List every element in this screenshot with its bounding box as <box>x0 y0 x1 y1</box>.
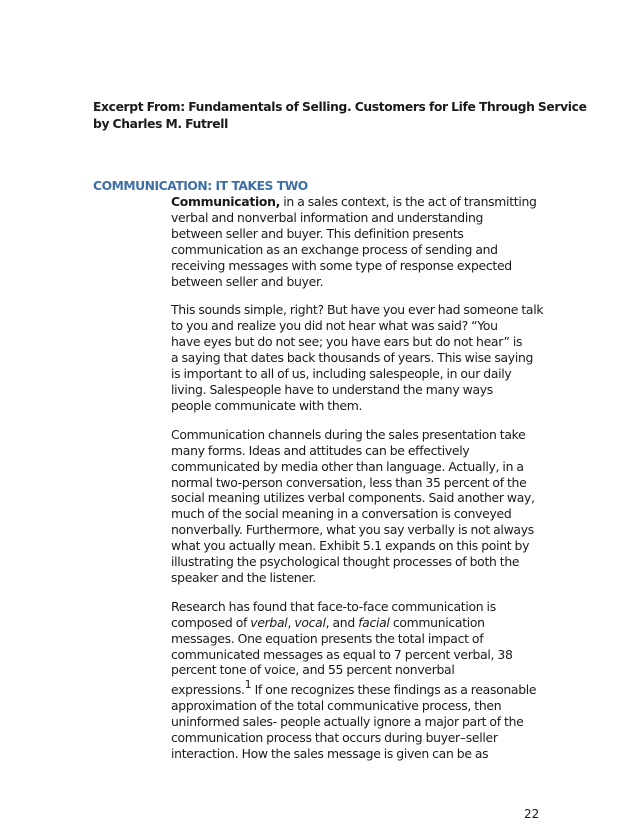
paragraph-text: expressions. <box>171 682 245 698</box>
paragraph-line <box>171 194 551 210</box>
paragraph-line: is important to all of us, including salespeople, in our daily <box>171 366 512 382</box>
paragraph-line: communication as an exchange process of sending and <box>171 241 498 257</box>
term-vocal: vocal <box>294 614 326 630</box>
term-facial: facial <box>358 614 390 630</box>
excerpt-citation <box>93 99 587 133</box>
paragraph-line: messages. One equation presents the total impact of <box>171 630 484 646</box>
paragraph-line: many forms. Ideas and attitudes can be effectively <box>171 442 470 458</box>
section-heading: COMMUNICATION: IT TAKES TWO <box>93 179 308 193</box>
paragraph-text: , <box>287 614 295 630</box>
paragraph-line: illustrating the psychological thought processes of both the <box>171 554 520 570</box>
paragraph-2 <box>171 302 551 413</box>
paragraph-line <box>171 678 551 698</box>
paragraph-4 <box>171 599 551 762</box>
paragraph-line: communication process that occurs during buyer–seller <box>171 730 498 746</box>
body-text <box>171 194 551 775</box>
paragraph-line: communicated messages as equal to 7 percent verbal, 38 <box>171 646 513 662</box>
excerpt-title-line: Excerpt From: Fundamentals of Selling. Customers for Life Through Service <box>93 100 587 114</box>
paragraph-3 <box>171 427 551 586</box>
paragraph-line: between seller and buyer. This definition presents <box>171 225 464 241</box>
paragraph-line: speaker and the listener. <box>171 569 316 585</box>
paragraph-line: uninformed sales- people actually ignore a major part of the <box>171 714 524 730</box>
paragraph-line: people communicate with them. <box>171 397 363 413</box>
paragraph-line: living. Salespeople have to understand the many ways <box>171 381 493 397</box>
paragraph-line: much of the social meaning in a conversation is conveyed <box>171 506 512 522</box>
paragraph-line: nonverbally. Furthermore, what you say verbally is not always <box>171 522 534 538</box>
paragraph-line: have eyes but do not see; you have ears but do not hear” is <box>171 334 523 350</box>
paragraph-text: , and <box>325 614 359 630</box>
paragraph-line <box>171 615 551 631</box>
paragraph-line: what you actually mean. Exhibit 5.1 expands on this point by <box>171 538 530 554</box>
paragraph-line: Research has found that face-to-face communication is <box>171 598 496 614</box>
paragraph-line: normal two-person conversation, less than 35 percent of the <box>171 474 527 490</box>
paragraph-line: social meaning utilizes verbal components. Said another way, <box>171 490 535 506</box>
paragraph-text: composed of <box>171 614 251 630</box>
paragraph-line: a saying that dates back thousands of years. This wise saying <box>171 350 534 366</box>
paragraph-line: communicated by media other than language. Actually, in a <box>171 458 524 474</box>
paragraph-line: to you and realize you did not hear what was said? “You <box>171 318 498 334</box>
page-number: 22 <box>524 807 540 821</box>
paragraph-line: interaction. How the sales message is given can be as <box>171 746 489 761</box>
paragraph-line: verbal and nonverbal information and understanding <box>171 209 484 225</box>
paragraph-line: between seller and buyer. <box>171 273 324 289</box>
paragraph-line: percent tone of voice, and 55 percent nonverbal <box>171 662 455 678</box>
paragraph-line: Communication channels during the sales presentation take <box>171 426 526 442</box>
paragraph-line: This sounds simple, right? But have you ever had someone talk <box>171 302 544 318</box>
paragraph-text: If one recognizes these findings as a reasonable <box>251 682 537 698</box>
lead-term: Communication, <box>171 194 281 209</box>
paragraph-text: in a sales context, is the act of transmitting <box>280 194 537 209</box>
paragraph-line: receiving messages with some type of response expected <box>171 257 512 273</box>
term-verbal: verbal <box>250 614 288 630</box>
paragraph-line: approximation of the total communicative process, then <box>171 698 502 714</box>
paragraph-text: communication <box>389 614 485 630</box>
paragraph-1 <box>171 194 551 289</box>
footnote-marker[interactable]: 1 <box>244 678 252 692</box>
excerpt-author-line: by Charles M. Futrell <box>93 117 228 131</box>
